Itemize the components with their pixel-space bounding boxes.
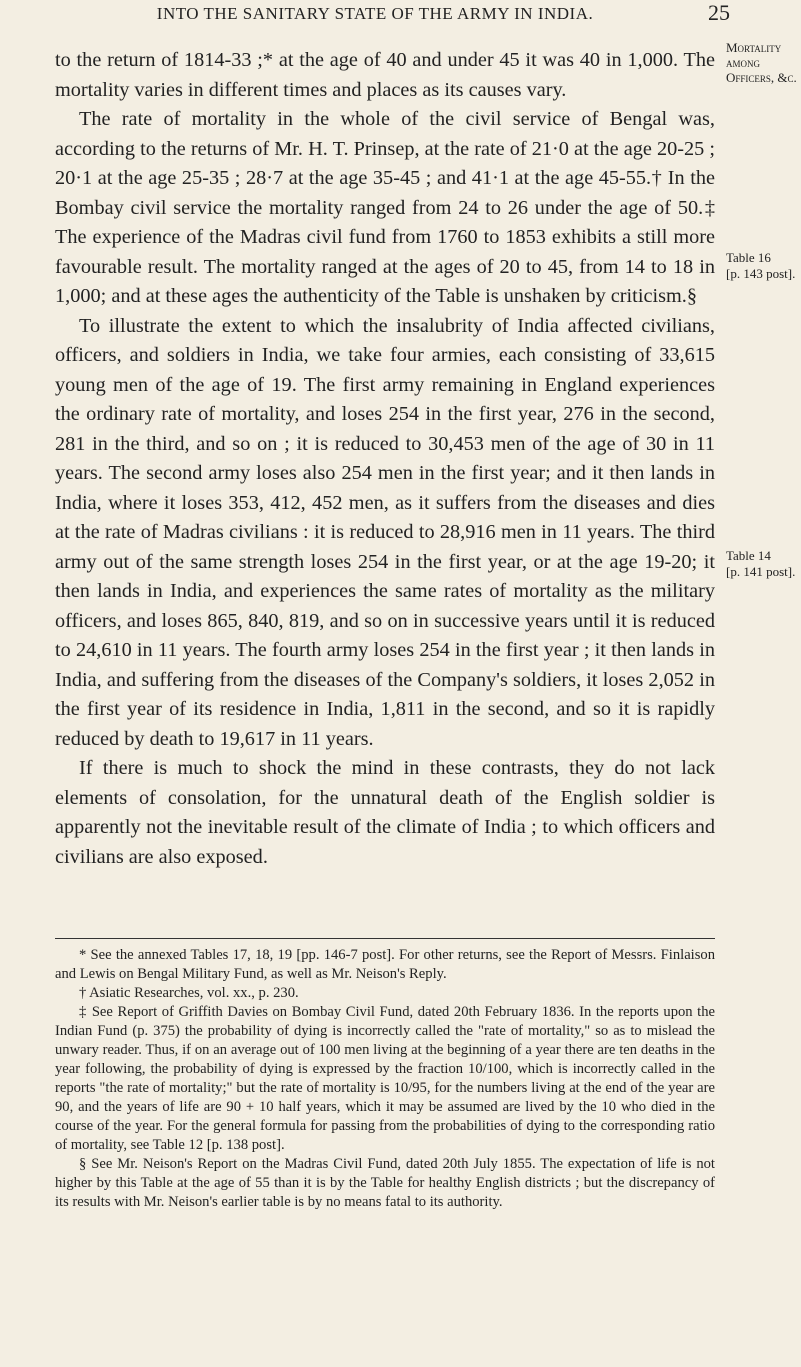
margin-note-table14: Table 14 <box>726 548 771 563</box>
margin-note-table16-ref: [p. 143 post]. <box>726 266 796 281</box>
paragraph-3: To illustrate the extent to which the insalubrity of India affected civilians, officers, and soldiers in India, we take four armies, each consisting of 33,615 young men of the age of 19. The first army remaining in England experiences the ordinary rate of mortality, and loses 254 in the first year, 276 in the second, 281 in the third, and so on ; it is reduced to 30,453 men of the age of 30 in 11 years. The second army loses also 254 men in the first year; and it then lands in India, where it loses 353, 412, 452 men, as it suffers from the diseases and dies at the rate of Madras civilians : it is reduced to 28,916 men in 11 years. The third army out of the same strength loses 254 in the first year, or at the age 19-20; it then lands in India, and experiences the same rates of mortality as the military officers, and loses 865, 840, 819, and so on in successive years until it is reduced to 24,610 in 11 years. The fourth army loses 254 in the first year ; it then lands in India, and suffering from the diseases of the Company's soldiers, it loses 2,052 in the first year of its residence in India, 1,811 in the second, and so it is rapidly reduced by death to 19,617 in 11 years. <box>55 314 715 750</box>
page-number: 25 <box>708 0 730 25</box>
footnote-1: * See the annexed Tables 17, 18, 19 [pp. 146-7 post]. For other returns, see the Report of Messrs. Finlaison and Lewis on Bengal Military Fund, as well as Mr. Neison's Reply. <box>55 947 715 982</box>
body-text <box>55 46 715 872</box>
footnote-3: ‡ See Report of Griffith Davies on Bombay Civil Fund, dated 20th February 1836. In the reports upon the Indian Fund (p. 375) the probability of dying is incorrectly called the "rate of mortality," so as to mislead the unwary reader. Thus, if on an average out of 100 men living at the beginning of a year there are ten deaths in the year following, the probability of dying is expressed by the fraction 10/100, which is incorrectly called in the reports "the rate of mortality;" but the rate of mortality is 10/95, for the numbers living at the end of the year are 90, and the years of life are 90 + 10 half years, which it may be assumed are lived by the 10 who died in the course of the year. For the general formula for passing from the probabilities of dying to the corresponding ratio of mortality, see Table 12 [p. 138 post]. <box>55 1004 715 1153</box>
paragraph-4: If there is much to shock the mind in these contrasts, they do not lack elements of consolation, for the unnatural death of the English soldier is apparently not the inevitable result of the climate of India ; to which officers and civilians are also exposed. <box>55 757 715 868</box>
footnote-4: § See Mr. Neison's Report on the Madras Civil Fund, dated 20th July 1855. The expectation of life is not higher by this Table at the age of 55 than it is by the Table for healthy English districts ; but the discrepancy of its results with Mr. Neison's earlier table is by no means fatal to its authority. <box>55 1156 715 1210</box>
running-head: INTO THE SANITARY STATE OF THE ARMY IN INDIA. <box>156 4 594 23</box>
footnote-2: † Asiatic Researches, vol. xx., p. 230. <box>79 985 299 1001</box>
footnote-divider <box>55 938 715 939</box>
margin-note-mortality: Mortality among Officers, &c. <box>726 40 797 85</box>
paragraph-1: to the return of 1814-33 ;* at the age of 40 and under 45 it was 40 in 1,000. The mortality varies in different times and places as its causes vary. <box>55 49 715 101</box>
paragraph-2: The rate of mortality in the whole of the civil service of Bengal was, according to the returns of Mr. H. T. Prinsep, at the rate of 21·0 at the age 20-25 ; 20·1 at the age 25-35 ; 28·7 at the age 35-45 ; and 41·1 at the age 45-55.† In the Bombay civil service the mortality ranged from 24 to 26 under the age of 50.‡ The experience of the Madras civil fund from 1760 to 1853 exhibits a still more favourable result. The mortality ranged at the ages of 20 to 45, from 14 to 18 in 1,000; and at these ages the authenticity of the Table is unshaken by criticism.§ <box>55 108 715 307</box>
footnotes <box>55 946 715 1212</box>
margin-note-table14-ref: [p. 141 post]. <box>726 564 796 579</box>
margin-note-table16: Table 16 <box>726 250 771 265</box>
